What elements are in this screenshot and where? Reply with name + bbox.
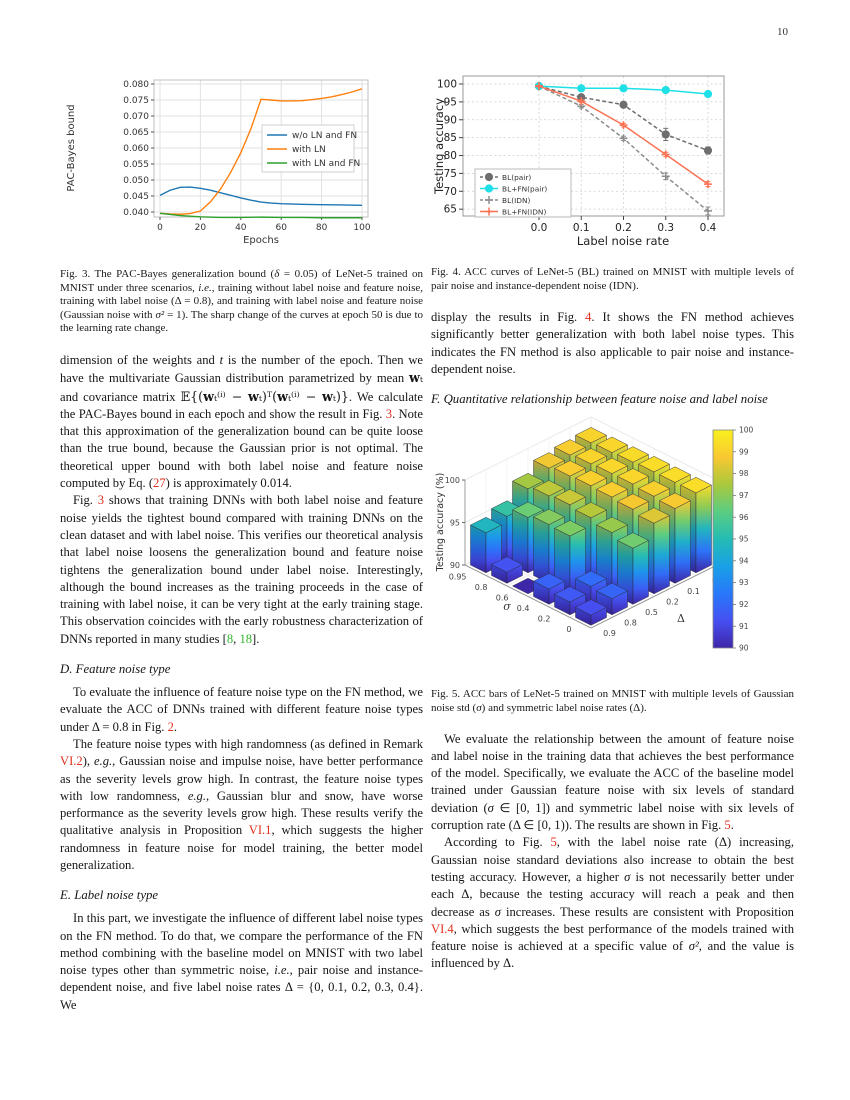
paragraph — [60, 352, 423, 492]
colorbar-tick-label: 92 — [739, 600, 749, 610]
z-axis-label: Testing accuracy (%) — [435, 473, 446, 572]
text-segment: Fig. 5. ACC bars of LeNet-5 trained on MNIST with multiple levels of Gaussian noise std ( — [431, 688, 794, 714]
text-segment: , Gaussian noise and impulse noise, have better performance as the severity levels grow high. In contrast, the feature noise types with low randomness, — [60, 754, 423, 803]
y-tick-label: 0.050 — [123, 176, 149, 186]
sigma-tick-label: 0 — [566, 625, 572, 635]
x-tick-label: 0 — [157, 223, 163, 233]
text-segment: = 1). The sharp change of the curves at epoch 50 is due to the learning rate change. — [60, 308, 424, 335]
marker-circle — [620, 85, 627, 92]
paragraph — [60, 684, 423, 736]
text-segment: ₜ⁽ⁱ⁾ — [287, 388, 300, 404]
y-tick-label: 95 — [443, 96, 457, 109]
bar-face-right — [654, 516, 670, 594]
x-tick-label: 100 — [353, 223, 371, 233]
text-segment: , and the value is influenced by Δ. — [431, 939, 795, 971]
delta-tick-label: 0.1 — [687, 587, 700, 597]
marker-circle — [620, 101, 627, 108]
text-segment: display the results in Fig. — [431, 310, 586, 325]
y-tick-label: 80 — [443, 150, 457, 163]
text-segment: w — [203, 388, 214, 404]
y-axis-label: PAC-Bayes bound — [66, 104, 77, 192]
sigma-tick-label: 0.6 — [495, 593, 509, 603]
text-segment: , Gaussian blur and snow, have worse performance as the severity levels grow high. These results verify the qualitative analysis in Proposition — [60, 788, 423, 838]
x-axis-label: Epochs — [243, 235, 279, 246]
y-axis-label: Testing accuracy — [432, 98, 446, 194]
text-segment: ₜ — [258, 388, 262, 404]
text-segment: )ᵀ( — [261, 388, 278, 404]
legend-label: BL+FN(pair) — [502, 184, 548, 194]
x-axis-label: Label noise rate — [576, 234, 670, 248]
colorbar-tick-label: 93 — [739, 578, 749, 588]
y-tick-label: 0.075 — [123, 96, 149, 106]
sigma-tick-label: 0.95 — [448, 572, 467, 582]
y-tick-label: 0.080 — [123, 80, 149, 90]
sigma-tick-label: 0.2 — [537, 614, 551, 624]
text-segment: According to Fig. — [444, 835, 551, 850]
ref-link[interactable]: 2 — [167, 719, 174, 734]
ref-link[interactable]: 18 — [239, 631, 253, 646]
x-tick-label: 0.4 — [699, 222, 717, 234]
colorbar-tick-label: 96 — [739, 513, 749, 523]
text-segment: . It shows the FN method achieves significantly better generalization with both label noise types. This indicates the FN method is also applicable to pair noise and instance-dependent noise. — [431, 310, 794, 377]
page-number: 10 — [777, 26, 788, 38]
bar-face-right — [675, 501, 691, 584]
marker-circle — [704, 147, 711, 154]
text-segment: i.e. — [274, 963, 290, 978]
text-segment: ₜ — [419, 370, 423, 386]
x-tick-label: 80 — [315, 223, 328, 233]
y-tick-label: 100 — [436, 78, 457, 91]
text-segment: t — [219, 352, 224, 367]
text-segment: σ — [624, 869, 631, 884]
paragraph — [431, 834, 794, 972]
paragraph — [60, 492, 423, 648]
text-segment: − — [225, 388, 249, 404]
y-tick-label: 0.060 — [123, 144, 149, 154]
legend-label: w/o LN and FN — [292, 131, 358, 141]
colorbar-tick-label: 100 — [739, 425, 754, 435]
ref-link[interactable]: VI.2 — [60, 754, 83, 769]
ref-link[interactable]: 5 — [550, 835, 557, 850]
sigma-tick-label: 0.4 — [516, 604, 530, 614]
y-tick-label: 0.070 — [123, 112, 149, 122]
figure-4-line-chart — [431, 58, 794, 260]
text-segment: shows that training DNNs with both label noise and feature noise yields the tightest bound compared with training DNNs on the clean dataset and with label noise. This verifies our theoretical analysis that label noise loosens the generalization bound and feature noise tightens the generalization bound under label noise. Interestingly, although the bound increases as the training proceeds in the case of training with label noise, it can be very tight at the early training stage. This observation coincides with the early robustness characterization of DNNs reported in many studies [ — [60, 493, 423, 646]
text-segment: σ² — [688, 939, 699, 954]
bar-face-left-shade — [534, 517, 550, 584]
z-tick-label: 95 — [449, 518, 460, 528]
marker-circle — [704, 90, 711, 97]
figure-3-caption — [60, 268, 423, 336]
section-heading-d: D. Feature noise type — [60, 662, 171, 677]
text-segment: w — [322, 388, 333, 404]
z-tick-label: 100 — [444, 476, 460, 486]
colorbar-tick-label: 99 — [739, 447, 749, 457]
sigma-axis-label: σ — [503, 600, 511, 614]
text-segment: Fig. — [73, 493, 98, 508]
text-segment: is the number of the epoch. Then we have the multivariate Gaussian distribution parametrized by mean — [60, 352, 424, 386]
y-tick-label: 65 — [443, 203, 457, 216]
bar-face-right — [696, 485, 712, 573]
paragraph — [60, 736, 423, 874]
y-tick-label: 75 — [443, 167, 457, 180]
text-segment: , which suggests the best performance of the models trained with feature noise is achieved at a specific value of — [431, 921, 794, 954]
text-segment: e.g. — [187, 788, 206, 803]
marker-circle — [485, 185, 492, 192]
x-tick-label: 0.0 — [530, 222, 548, 234]
marker-circle — [662, 131, 669, 138]
x-tick-label: 20 — [194, 223, 207, 233]
text-segment: is not necessarily better under each Δ, because the testing accuracy will reach a peak and then decrease as — [431, 869, 794, 919]
x-tick-label: 0.3 — [657, 222, 675, 234]
text-segment: )} — [335, 388, 349, 404]
colorbar-tick-label: 98 — [739, 469, 749, 479]
delta-tick-label: 0.9 — [603, 629, 616, 639]
text-segment: and covariance matrix — [60, 389, 181, 404]
figure-5-3d-bar-chart — [431, 414, 794, 682]
y-tick-label: 70 — [443, 185, 457, 198]
colorbar-tick-label: 90 — [739, 643, 749, 653]
bar-face-left-shade — [471, 525, 487, 573]
colorbar-tick-label: 91 — [739, 622, 749, 632]
text-segment: e.g. — [93, 754, 113, 769]
marker-circle — [578, 85, 585, 92]
figure-4-caption — [431, 266, 794, 293]
text-segment: 𝔼{( — [180, 388, 204, 404]
colorbar-tick-label: 94 — [739, 556, 749, 566]
text-segment: σ² — [155, 308, 165, 321]
x-tick-label: 0.2 — [615, 222, 632, 234]
ref-link[interactable]: VI.4 — [431, 921, 454, 936]
text-segment: . Note that this approximation of the generalization bound can be quite loose than the true bound, because the Gaussian prior is not optimal. The theoretical upper bound with both label noise and feature noise computed by Eq. ( — [60, 406, 424, 491]
figure-3-line-chart — [60, 68, 423, 262]
text-segment: w — [409, 370, 420, 386]
colorbar — [713, 426, 754, 653]
y-tick-label: 0.040 — [123, 208, 149, 218]
text-segment: increases. These results are consistent with Proposition — [500, 904, 794, 919]
text-segment: dimension of the weights and — [60, 352, 220, 367]
legend-label: BL(pair) — [502, 172, 532, 182]
x-tick-label: 40 — [235, 223, 247, 233]
text-segment: , — [233, 631, 240, 646]
text-segment: i.e. — [198, 281, 212, 294]
text-segment: σ — [494, 904, 501, 919]
right-column — [431, 58, 794, 973]
delta-tick-label: 0.2 — [666, 597, 679, 607]
text-segment: Fig. 3. The PAC-Bayes generalization bound ( — [60, 268, 275, 280]
section-heading-e: E. Label noise type — [60, 888, 159, 903]
colorbar-gradient — [713, 430, 733, 648]
text-segment: ∈ [0, 1]) and symmetric label noise with six levels of corruption rate (Δ ∈ [0, 1)). The results are shown in Fig. — [431, 800, 794, 833]
text-segment: , with the label noise rate (Δ) increasing, Gaussian noise standard deviations also increase to obtain the best testing accuracy. However, a higher — [431, 835, 794, 884]
ref-link[interactable]: 4 — [585, 310, 592, 325]
text-segment: Fig. 4. ACC curves of LeNet-5 (BL) trained on MNIST with multiple levels of pair noise and instance-dependent noise (IDN). — [431, 266, 794, 292]
legend-label: with LN — [292, 145, 326, 155]
text-segment: , pair noise and instance-dependent noise, and five label noise rates Δ = {0, 0.1, 0.2, 0.3, 0.4}. We — [60, 963, 424, 1012]
x-tick-label: 0.1 — [572, 222, 590, 234]
legend-label: with LN and FN — [292, 159, 361, 169]
paragraph — [431, 309, 794, 378]
text-segment: The feature noise types with high randomness (as defined in Remark — [73, 736, 423, 751]
section-heading-f: F. Quantitative relationship between feature noise and label noise — [431, 392, 768, 407]
y-tick-label: 0.065 — [123, 128, 149, 138]
ref-link[interactable]: 3 — [385, 406, 393, 421]
marker-circle — [485, 173, 492, 180]
ref-link[interactable]: 8 — [226, 631, 234, 646]
text-segment: ) is approximately 0.014. — [165, 476, 292, 491]
ref-link[interactable]: 5 — [724, 818, 731, 833]
y-tick-label: 0.045 — [123, 192, 149, 202]
text-segment: ), — [82, 754, 94, 769]
paragraph — [431, 731, 794, 835]
z-tick-label: 90 — [449, 561, 460, 571]
text-segment: To evaluate the influence of feature noise type on the FN method, we evaluate the ACC of DNNs trained with different feature noise types under Δ = 0.8 in Fig. — [60, 685, 423, 734]
legend-label: BL+FN(IDN) — [502, 207, 547, 217]
text-segment: − — [299, 388, 323, 404]
sigma-tick-label: 0.8 — [474, 583, 488, 593]
text-segment: We evaluate the relationship between the amount of feature noise and label noise in the training data that achieves the best performance of the model. Specifically, we evaluate the ACC of the baseline model trained under Gaussian feature noise with six levels of standard deviation ( — [431, 731, 794, 815]
text-segment: . — [730, 818, 734, 833]
marker-circle — [662, 86, 669, 93]
text-segment: . We calculate the PAC-Bayes bound in each epoch and show the result in Fig. — [60, 389, 424, 421]
colorbar-tick-label: 95 — [739, 534, 749, 544]
text-segment: ) and symmetric label noise rates (Δ). — [481, 701, 647, 714]
ref-link[interactable]: 27 — [153, 476, 166, 491]
text-segment: ₜ⁽ⁱ⁾ — [213, 388, 226, 404]
text-segment: = 0.05) of LeNet-5 trained on MNIST under three scenarios, — [60, 268, 423, 294]
bar-face-right — [633, 541, 649, 605]
text-segment: δ — [274, 268, 280, 280]
y-tick-label: 90 — [443, 114, 457, 127]
text-segment: ₜ — [332, 388, 336, 404]
text-segment: w — [248, 388, 259, 404]
figure-5-caption — [431, 688, 794, 715]
legend-label: BL(IDN) — [502, 195, 531, 205]
ref-link[interactable]: VI.1 — [248, 823, 272, 838]
x-tick-label: 60 — [275, 223, 287, 233]
text-segment: , training without label noise and feature noise, training with label noise (Δ = 0.8), and training with label noise and feature noise (Gaussian noise with — [60, 281, 423, 321]
paragraph — [60, 910, 423, 1014]
y-tick-label: 0.055 — [123, 160, 149, 170]
text-segment: ]. — [252, 631, 260, 646]
colorbar-tick-label: 97 — [739, 491, 749, 501]
text-segment: σ — [476, 701, 482, 714]
text-segment: σ — [487, 800, 494, 815]
ref-link[interactable]: 3 — [97, 493, 105, 508]
delta-tick-label: 0.5 — [645, 608, 658, 618]
text-segment: In this part, we investigate the influence of different label noise types on the FN method. To do that, we compare the performance of the FN method combining with the baseline model on MNIST with two label noise types other than symmetric noise, — [60, 911, 423, 978]
text-segment: w — [277, 388, 288, 404]
text-segment: , which suggests the higher randomness in feature noise for model training, the better model generalization. — [60, 823, 423, 872]
left-column — [60, 68, 423, 1014]
y-tick-label: 85 — [443, 132, 457, 145]
delta-axis-label: Δ — [677, 612, 685, 626]
text-segment: . — [173, 719, 178, 734]
delta-tick-label: 0.8 — [624, 618, 637, 628]
